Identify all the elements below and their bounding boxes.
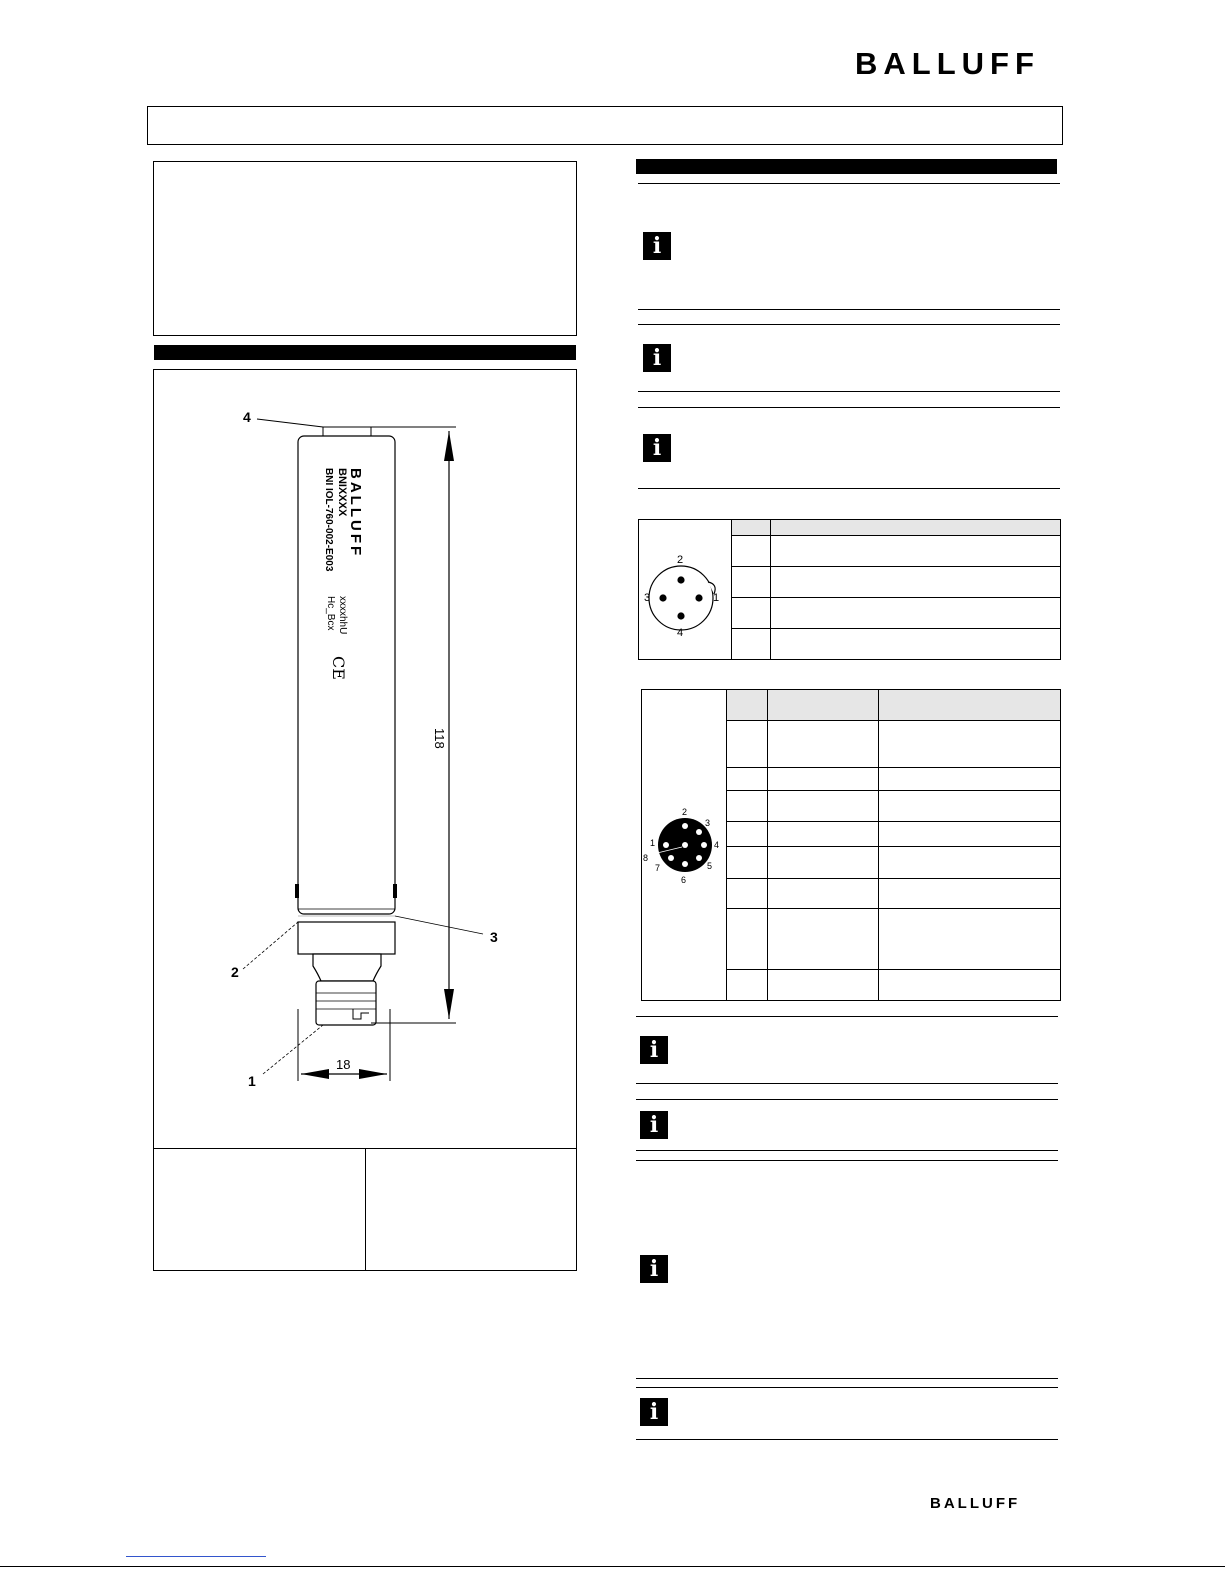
section-bar-left (154, 345, 576, 360)
title-box (147, 106, 1063, 145)
housing-date: Hc_Bcx (325, 596, 336, 631)
rule (636, 1150, 1058, 1151)
rule (638, 324, 1060, 325)
info-icon: i (643, 344, 671, 372)
rule (636, 1099, 1058, 1100)
pin-label-1: 1 (650, 838, 656, 848)
pin-label-1: 1 (713, 592, 720, 604)
pin-label-3: 3 (705, 818, 711, 828)
pin-label-5: 5 (707, 861, 713, 871)
rule (636, 1160, 1058, 1161)
table-row (732, 567, 1061, 597)
table-row (727, 969, 1061, 1000)
housing-model: BNIXXXX (336, 468, 348, 517)
rule (636, 1083, 1058, 1084)
pin-label-4: 4 (677, 627, 684, 639)
table-row (732, 597, 1061, 628)
rule (636, 1439, 1058, 1440)
rule (638, 391, 1060, 392)
callout-4: 4 (243, 409, 251, 425)
pin-label-7: 7 (655, 863, 661, 873)
pin-label-2: 2 (682, 807, 688, 817)
rule (636, 1016, 1058, 1017)
pin-label-3: 3 (644, 592, 651, 604)
housing-serial: xxxxhhU (337, 596, 348, 635)
rule (638, 183, 1060, 184)
info-icon: i (643, 434, 671, 462)
ce-mark: CE (329, 656, 348, 680)
table-row (727, 822, 1061, 847)
callout-3: 3 (490, 929, 498, 945)
pin-label-2: 2 (677, 554, 684, 566)
table-row (727, 768, 1061, 791)
dimension-width-label: 18 (336, 1057, 351, 1072)
housing-brand: BALLUFF (347, 468, 364, 559)
pin-label-8: 8 (643, 853, 649, 863)
housing-part: BNI IOL-760-002-E003 (323, 468, 334, 572)
footer-link-underline[interactable] (126, 1556, 266, 1557)
connector-b-pin-table (726, 689, 1061, 1001)
rule (638, 309, 1060, 310)
callout-1: 1 (248, 1073, 256, 1089)
table-row (732, 628, 1061, 659)
info-icon: i (643, 232, 671, 260)
table-row (727, 721, 1061, 768)
pin-label-4: 4 (714, 840, 720, 850)
drawing-footer-split (365, 1148, 366, 1270)
callout-2: 2 (231, 964, 239, 980)
table-row (727, 791, 1061, 822)
footer-brand-logo: BALLUFF (930, 1495, 1021, 1512)
info-icon: i (640, 1111, 668, 1139)
info-icon: i (640, 1255, 668, 1283)
pin-label-6: 6 (681, 875, 687, 885)
info-icon: i (640, 1398, 668, 1426)
intro-box (153, 161, 577, 336)
rule (638, 407, 1060, 408)
info-icon: i (640, 1036, 668, 1064)
connector-a-pin-table (731, 519, 1061, 660)
table-row (727, 847, 1061, 878)
mount-ring (298, 922, 395, 954)
table-row (732, 536, 1061, 567)
rule (636, 1378, 1058, 1379)
rule (636, 1387, 1058, 1388)
table-row (727, 908, 1061, 969)
connector-neck (313, 954, 381, 981)
table-row (727, 878, 1061, 908)
page-bottom-rule (0, 1566, 1225, 1567)
m12-connector (316, 981, 376, 1025)
brand-logo: BALLUFF (855, 46, 1040, 81)
m12-4pin-diagram (638, 520, 730, 659)
rule (638, 488, 1060, 489)
dimension-drawing (153, 369, 577, 1147)
dimension-length-label: 118 (432, 728, 447, 749)
section-bar-right (636, 159, 1057, 174)
